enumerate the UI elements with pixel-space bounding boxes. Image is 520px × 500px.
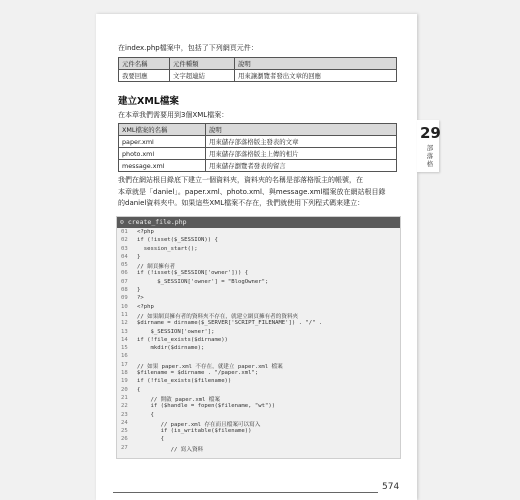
body-paragraph bbox=[118, 175, 398, 210]
table-cell: 用來儲存部落格版主上傳的相片 bbox=[206, 148, 397, 160]
section-intro: 在本章我們需要用到3個XML檔案： bbox=[118, 111, 229, 119]
code-line bbox=[117, 444, 400, 452]
line-number: 11 bbox=[121, 311, 128, 318]
code-text: if (!isset($_SESSION)) { bbox=[137, 237, 218, 244]
table-cell: 文字超連結 bbox=[170, 70, 235, 82]
code-text: session_start(); bbox=[137, 245, 198, 252]
line-number: 03 bbox=[121, 245, 128, 252]
code-line bbox=[117, 344, 400, 352]
code-text: { bbox=[137, 436, 164, 443]
code-text: if (!file_exists($filename)) bbox=[137, 378, 232, 385]
line-number: 16 bbox=[121, 353, 128, 360]
code-line bbox=[117, 303, 400, 311]
line-number: 24 bbox=[121, 419, 128, 426]
line-number: 18 bbox=[121, 370, 128, 377]
code-line bbox=[117, 253, 400, 261]
table-cell: photo.xml bbox=[119, 148, 206, 160]
paragraph-line: 的daniel資料夾中。如果這些XML檔案不存在，我們就使用下列程式碼來建立： bbox=[118, 199, 365, 207]
code-line bbox=[117, 261, 400, 269]
line-number: 15 bbox=[121, 345, 128, 352]
code-text: if (!isset($_SESSION['owner'])) { bbox=[137, 270, 249, 277]
code-text: } bbox=[137, 287, 141, 294]
code-line bbox=[117, 319, 400, 327]
line-number: 14 bbox=[121, 336, 128, 343]
code-text: // paper.xml 存在而且檔案可以寫入 bbox=[137, 421, 261, 428]
components-table bbox=[118, 57, 397, 82]
table-header: 說明 bbox=[206, 124, 397, 136]
xml-files-table bbox=[118, 123, 397, 172]
line-number: 04 bbox=[121, 253, 128, 260]
code-line bbox=[117, 386, 400, 394]
code-text: { bbox=[137, 386, 141, 393]
code-text: // 如果 paper.xml 不存在，就建立 paper.xml 檔案 bbox=[137, 363, 283, 370]
line-number: 17 bbox=[121, 361, 128, 368]
code-line bbox=[117, 411, 400, 419]
code-line bbox=[117, 328, 400, 336]
line-number: 10 bbox=[121, 303, 128, 310]
file-icon: ⊙ bbox=[120, 218, 124, 226]
code-text: $filename = $dirname . "/paper.xml"; bbox=[137, 370, 259, 377]
table-header: 說明 bbox=[235, 58, 397, 70]
table-header: XML檔案的名稱 bbox=[119, 124, 206, 136]
table-cell: 我要回應 bbox=[119, 70, 170, 82]
code-line bbox=[117, 435, 400, 443]
paragraph-line: 本章就是「daniel」。paper.xml、photo.xml、與message.xml檔案放在網站根目錄 bbox=[118, 187, 386, 196]
code-line bbox=[117, 369, 400, 377]
line-number: 23 bbox=[121, 411, 128, 418]
code-text: if (!file_exists($dirname)) bbox=[137, 336, 228, 343]
code-line bbox=[117, 228, 400, 236]
page-number: 574 bbox=[382, 482, 400, 492]
code-text: mkdir($dirname); bbox=[137, 345, 205, 352]
table-header: 元件種類 bbox=[170, 58, 235, 70]
line-number: 26 bbox=[121, 436, 128, 443]
code-line bbox=[117, 419, 400, 427]
code-title: create_file.php bbox=[127, 218, 187, 226]
line-number: 02 bbox=[121, 237, 128, 244]
table-cell: 用來儲存部落格版主發表的文章 bbox=[206, 136, 397, 148]
table-header: 元件名稱 bbox=[119, 58, 170, 70]
code-line bbox=[117, 352, 400, 360]
chapter-label: 部落格 bbox=[426, 144, 434, 168]
line-number: 07 bbox=[121, 278, 128, 285]
code-lines bbox=[117, 228, 400, 452]
line-number: 01 bbox=[121, 229, 128, 235]
code-line bbox=[117, 236, 400, 244]
paragraph-line: 我們在網站根目錄底下建立一個資料夾，資料夾的名稱是部落格版主的帳號，在 bbox=[118, 176, 363, 184]
line-number: 25 bbox=[121, 428, 128, 435]
table-cell: message.xml bbox=[119, 160, 206, 172]
code-line bbox=[117, 361, 400, 369]
code-text: if ($handle = fopen($filename, "wt")) bbox=[137, 403, 276, 410]
footer-rule bbox=[113, 492, 378, 493]
chapter-number: 29 bbox=[420, 124, 441, 142]
line-number: 06 bbox=[121, 270, 128, 277]
code-text: $_SESSION['owner']; bbox=[137, 328, 215, 335]
line-number: 19 bbox=[121, 378, 128, 385]
code-line bbox=[117, 278, 400, 286]
code-line bbox=[117, 269, 400, 277]
code-text: $dirname = dirname($_SERVER['SCRIPT_FILENAME']) . "/" . bbox=[137, 320, 323, 327]
code-line bbox=[117, 311, 400, 319]
line-number: 13 bbox=[121, 328, 128, 335]
line-number: 05 bbox=[121, 262, 128, 269]
line-number: 08 bbox=[121, 287, 128, 294]
code-line bbox=[117, 336, 400, 344]
code-line bbox=[117, 294, 400, 302]
code-line bbox=[117, 245, 400, 253]
code-line bbox=[117, 286, 400, 294]
line-number: 20 bbox=[121, 386, 128, 393]
code-text: <?php bbox=[137, 303, 154, 310]
table-cell: paper.xml bbox=[119, 136, 206, 148]
code-line bbox=[117, 402, 400, 410]
code-header bbox=[117, 217, 400, 228]
code-text: // 開啟 paper.xml 檔案 bbox=[137, 396, 220, 403]
code-text: // 如果網頁擁有者的資料夾不存在，就建立網頁擁有者的資料夾 bbox=[137, 313, 299, 320]
line-number: 22 bbox=[121, 403, 128, 410]
section-title: 建立XML檔案 bbox=[118, 96, 179, 107]
table-cell: 用來儲存瀏覽者發表的留言 bbox=[206, 160, 397, 172]
code-text: // 寫入資料 bbox=[137, 446, 204, 453]
line-number: 09 bbox=[121, 295, 128, 302]
code-text: $_SESSION['owner'] = "BlogOwner"; bbox=[137, 278, 269, 285]
intro-text: 在index.php檔案中，包括了下列網頁元件： bbox=[118, 44, 258, 52]
line-number: 12 bbox=[121, 320, 128, 327]
code-line bbox=[117, 394, 400, 402]
code-line bbox=[117, 427, 400, 435]
code-listing bbox=[116, 216, 401, 459]
code-text: ?> bbox=[137, 295, 144, 302]
line-number: 21 bbox=[121, 394, 128, 401]
code-text: // 網頁擁有者 bbox=[137, 264, 176, 271]
code-text: } bbox=[137, 253, 141, 260]
code-text: <?php bbox=[137, 229, 154, 235]
code-text: { bbox=[137, 411, 154, 418]
code-text: if (is_writable($filename)) bbox=[137, 428, 252, 435]
code-line bbox=[117, 377, 400, 385]
line-number: 27 bbox=[121, 444, 128, 451]
table-cell: 用來讓瀏覽者發出文章的回應 bbox=[235, 70, 397, 82]
